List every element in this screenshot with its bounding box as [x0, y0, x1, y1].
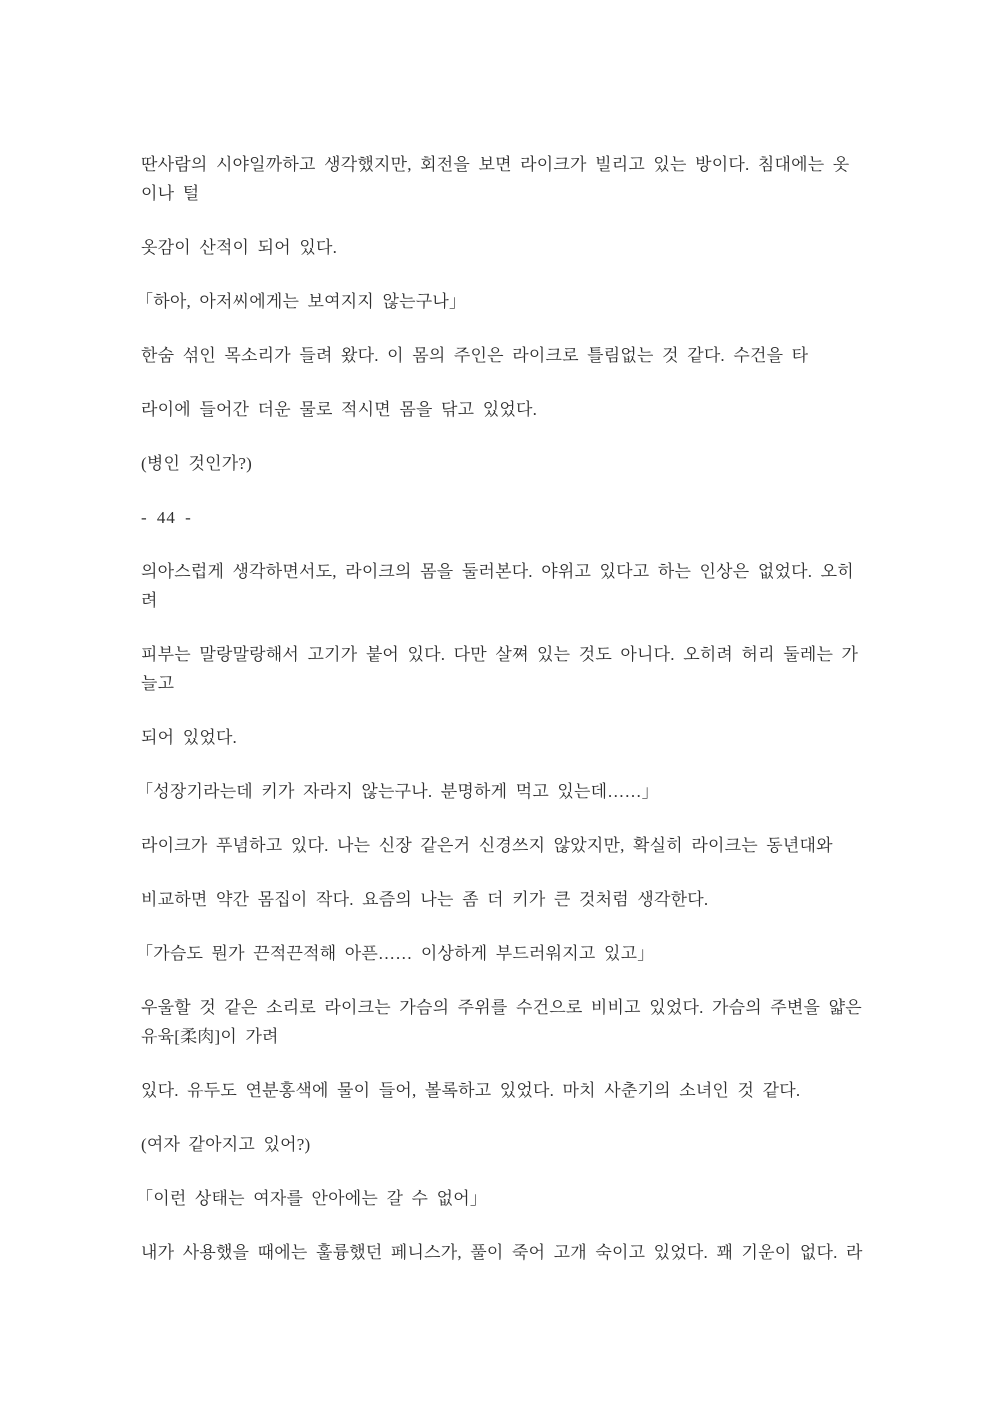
text-line: 되어 있었다. — [141, 728, 238, 747]
text-line: 려 — [141, 591, 158, 610]
narration-paragraph — [141, 885, 901, 914]
page-number — [141, 503, 901, 532]
text-line: 옷감이 산적이 되어 있다. — [141, 238, 338, 257]
text-line: 이나 털 — [141, 184, 200, 203]
narration-paragraph — [141, 150, 901, 208]
text-line: (여자 같아지고 있어?) — [141, 1135, 311, 1154]
text-line: 「가슴도 뭔가 끈적끈적해 아픈…… 이상하게 부드러워지고 있고」 — [136, 944, 655, 963]
thought-paragraph — [141, 1130, 901, 1159]
text-line: 우울할 것 같은 소리로 라이크는 가슴의 주위를 수건으로 비비고 있었다. 가슴의 주변을 얇은 — [141, 998, 862, 1017]
text-line: 「하아, 아저씨에게는 보여지지 않는구나」 — [136, 292, 467, 311]
text-line: 「성장기라는데 키가 자라지 않는구나. 분명하게 먹고 있는데……」 — [136, 782, 659, 801]
text-line: 의아스럽게 생각하면서도, 라이크의 몸을 둘러본다. 야위고 있다고 하는 인상은 없었다. 오히 — [141, 562, 854, 581]
text-line: 있다. 유두도 연분홍색에 물이 들어, 볼록하고 있었다. 마치 사춘기의 소녀인 것 같다. — [141, 1081, 801, 1100]
dialogue-paragraph — [136, 777, 901, 806]
narration-paragraph — [141, 1238, 901, 1267]
text-line: 비교하면 약간 몸집이 작다. 요즘의 나는 좀 더 키가 큰 것처럼 생각한다. — [141, 890, 709, 909]
text-line: (병인 것인가?) — [141, 454, 253, 473]
dialogue-paragraph — [136, 939, 901, 968]
text-line: 딴사람의 시야일까하고 생각했지만, 회전을 보면 라이크가 빌리고 있는 방이다. 침대에는 옷 — [141, 155, 850, 174]
text-line: 라이크가 푸념하고 있다. 나는 신장 같은거 신경쓰지 않았지만, 확실히 라이크는 동년대와 — [141, 836, 833, 855]
page-content — [136, 150, 901, 1267]
narration-paragraph — [141, 233, 901, 262]
text-line: 늘고 — [141, 674, 175, 693]
narration-paragraph — [141, 831, 901, 860]
text-line: 라이에 들어간 더운 물로 적시면 몸을 닦고 있었다. — [141, 400, 538, 419]
text-line: 피부는 말랑말랑해서 고기가 붙어 있다. 다만 살쪄 있는 것도 아니다. 오히려 허리 둘레는 가 — [141, 645, 859, 664]
dialogue-paragraph — [136, 287, 901, 316]
text-line: 내가 사용했을 때에는 훌륭했던 페니스가, 풀이 죽어 고개 숙이고 있었다. 꽤 기운이 없다. 라 — [141, 1243, 863, 1262]
text-line: - 44 - — [141, 508, 192, 527]
narration-paragraph — [141, 557, 901, 615]
dialogue-paragraph — [136, 1184, 901, 1213]
text-line: 한숨 섞인 목소리가 들려 왔다. 이 몸의 주인은 라이크로 틀림없는 것 같다. 수건을 타 — [141, 346, 809, 365]
narration-paragraph — [141, 395, 901, 424]
narration-paragraph — [141, 723, 901, 752]
narration-paragraph — [141, 341, 901, 370]
thought-paragraph — [141, 449, 901, 478]
text-line: 유육[柔肉]이 가려 — [141, 1027, 279, 1046]
narration-paragraph — [141, 1076, 901, 1105]
text-line: 「이런 상태는 여자를 안아에는 갈 수 없어」 — [136, 1189, 488, 1208]
narration-paragraph — [141, 993, 901, 1051]
narration-paragraph — [141, 640, 901, 698]
